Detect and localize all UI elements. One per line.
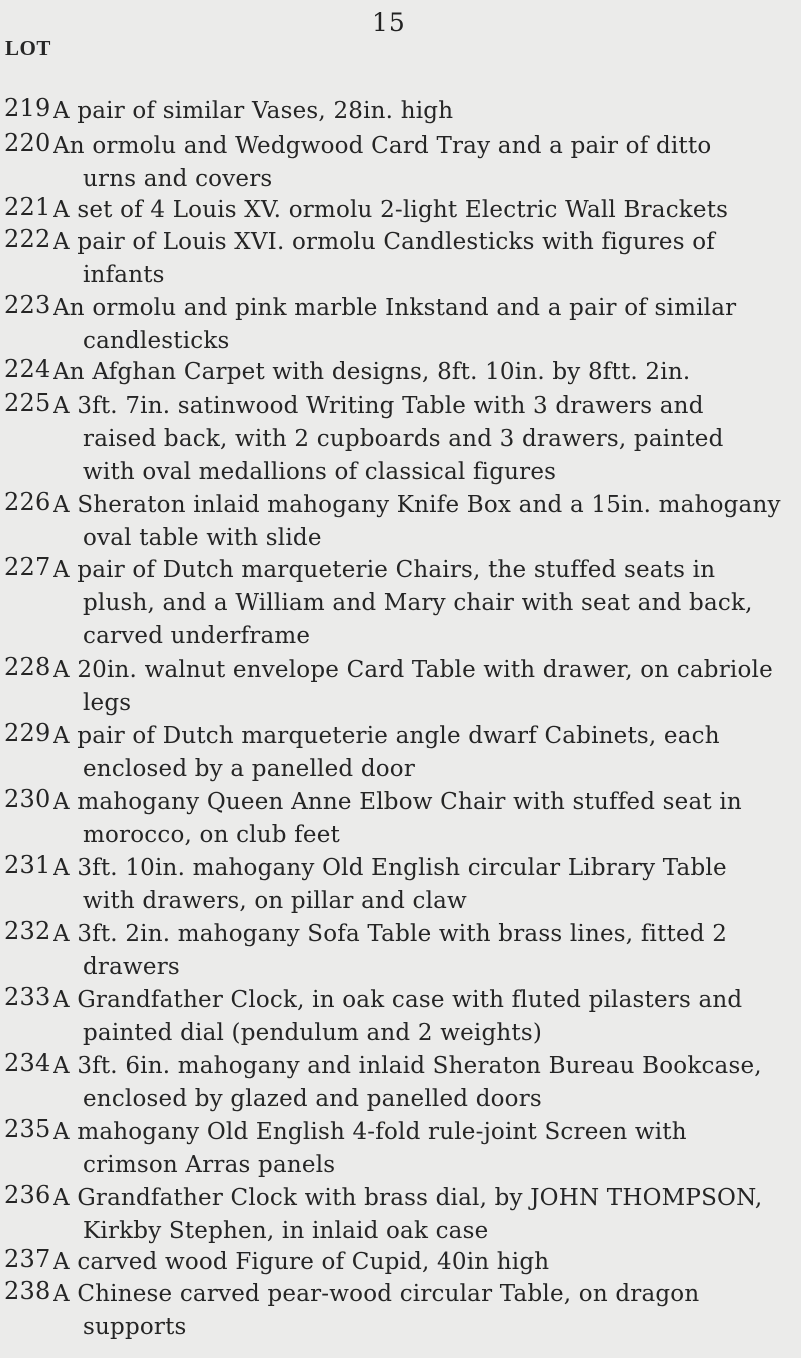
lot-number: 231	[4, 851, 51, 879]
lot-description-line: plush, and a William and Mary chair with seat and back,	[83, 590, 753, 616]
lot-description-line: A carved wood Figure of Cupid, 40in high	[53, 1249, 550, 1275]
lot-number: 237	[4, 1245, 51, 1273]
lot-column-heading: LOT	[5, 36, 51, 60]
lot-description	[53, 1050, 793, 1116]
lot-description-line: Kirkby Stephen, in inlaid oak case	[83, 1218, 489, 1244]
lot-description	[53, 1278, 793, 1344]
lot-number: 229	[4, 719, 51, 747]
lot-number: 228	[4, 653, 51, 681]
lot-description-line: A Sheraton inlaid mahogany Knife Box and a 15in. mahogany	[53, 492, 781, 518]
lot-number: 221	[4, 193, 51, 221]
lot-description-line: A 3ft. 6in. mahogany and inlaid Sheraton Bureau Bookcase,	[53, 1053, 762, 1079]
lot-description-line: A 20in. walnut envelope Card Table with drawer, on cabriole	[53, 657, 773, 683]
lot-description-line: An Afghan Carpet with designs, 8ft. 10in. by 8ftt. 2in.	[53, 359, 691, 385]
lot-description-line: supports	[83, 1314, 187, 1340]
lot-description-line: A Chinese carved pear-wood circular Table, on dragon	[53, 1281, 700, 1307]
lot-number: 230	[4, 785, 51, 813]
lot-number: 219	[4, 94, 51, 122]
lot-description-line: legs	[83, 690, 132, 716]
lot-description-line: An ormolu and pink marble Inkstand and a pair of similar	[53, 295, 737, 321]
lot-description-line: morocco, on club feet	[83, 822, 340, 848]
lot-description-line: A 3ft. 2in. mahogany Sofa Table with brass lines, fitted 2	[53, 921, 728, 947]
lot-number: 223	[4, 291, 51, 319]
lot-description-line: urns and covers	[83, 166, 273, 192]
lot-description	[53, 984, 793, 1050]
lot-number: 225	[4, 389, 51, 417]
lot-number: 226	[4, 488, 51, 516]
lot-description	[53, 226, 793, 292]
page-number: 15	[372, 8, 406, 37]
lot-description	[53, 130, 793, 196]
lot-description	[53, 852, 793, 918]
lot-description	[53, 918, 793, 984]
lot-description-line: A pair of Dutch marqueterie Chairs, the stuffed seats in	[53, 557, 716, 583]
lot-number: 238	[4, 1277, 51, 1305]
lot-description	[53, 1116, 793, 1182]
lot-description	[53, 292, 793, 358]
lot-description	[53, 1182, 793, 1248]
lot-description-line: infants	[83, 262, 165, 288]
lot-description-line: A Grandfather Clock, in oak case with fluted pilasters and	[53, 987, 743, 1013]
lot-description	[53, 1246, 793, 1279]
lot-number: 236	[4, 1181, 51, 1209]
lot-description-line: A 3ft. 10in. mahogany Old English circular Library Table	[53, 855, 727, 881]
lot-number: 220	[4, 129, 51, 157]
lot-description	[53, 95, 793, 128]
lot-description-line: drawers	[83, 954, 180, 980]
lot-description-line: A Grandfather Clock with brass dial, by JOHN THOMPSON,	[53, 1185, 763, 1211]
lot-description-line: A pair of similar Vases, 28in. high	[53, 98, 454, 124]
lot-number: 234	[4, 1049, 51, 1077]
lot-number: 224	[4, 355, 51, 383]
lot-description-line: candlesticks	[83, 328, 230, 354]
lot-description	[53, 786, 793, 852]
lot-description-line: carved underframe	[83, 623, 311, 649]
lot-description	[53, 489, 793, 555]
lot-description-line: A pair of Louis XVI. ormolu Candlesticks with figures of	[53, 229, 716, 255]
lot-description-line: enclosed by glazed and panelled doors	[83, 1086, 542, 1112]
lot-description	[53, 356, 793, 389]
lot-description-line: raised back, with 2 cupboards and 3 drawers, painted	[83, 426, 724, 452]
lot-description-line: with drawers, on pillar and claw	[83, 888, 467, 914]
lot-description-line: A mahogany Queen Anne Elbow Chair with stuffed seat in	[53, 789, 742, 815]
lot-description-line: An ormolu and Wedgwood Card Tray and a pair of ditto	[53, 133, 712, 159]
lot-description-line: enclosed by a panelled door	[83, 756, 416, 782]
lot-description	[53, 654, 793, 720]
lot-description	[53, 194, 793, 227]
lot-description-line: A set of 4 Louis XV. ormolu 2-light Electric Wall Brackets	[53, 197, 729, 223]
lot-description	[53, 554, 793, 653]
lot-description	[53, 720, 793, 786]
lot-description-line: painted dial (pendulum and 2 weights)	[83, 1020, 543, 1046]
lot-description-line: A pair of Dutch marqueterie angle dwarf Cabinets, each	[53, 723, 720, 749]
lot-description-line: A 3ft. 7in. satinwood Writing Table with 3 drawers and	[53, 393, 704, 419]
lot-description-line: with oval medallions of classical figures	[83, 459, 557, 485]
lot-description	[53, 390, 793, 489]
lot-number: 227	[4, 553, 51, 581]
lot-description-line: oval table with slide	[83, 525, 322, 551]
lot-description-line: A mahogany Old English 4-fold rule-joint Screen with	[53, 1119, 687, 1145]
lot-number: 233	[4, 983, 51, 1011]
lot-number: 232	[4, 917, 51, 945]
lot-number: 222	[4, 225, 51, 253]
lot-number: 235	[4, 1115, 51, 1143]
lot-description-line: crimson Arras panels	[83, 1152, 336, 1178]
